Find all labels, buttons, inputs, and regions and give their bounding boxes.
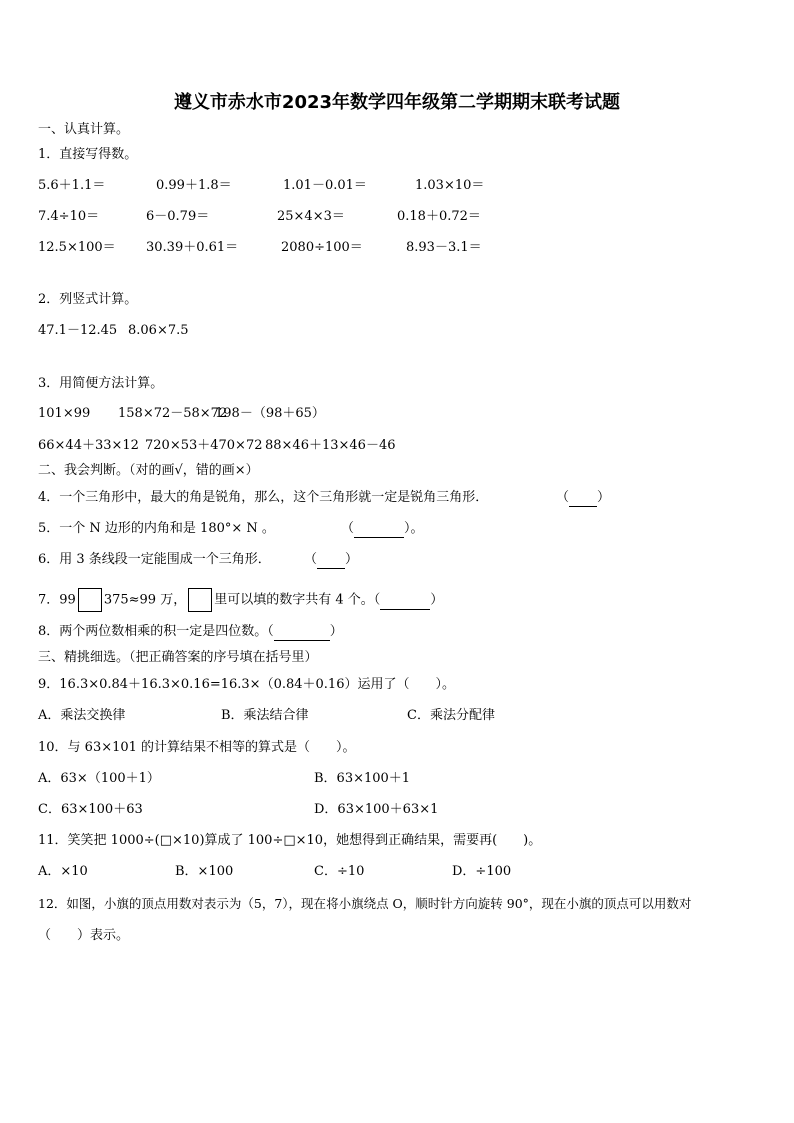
q7-part3: 里可以填的数字共有 4 个。 <box>214 592 374 608</box>
page-title: 遵义市赤水市2023年数学四年级第二学期期末联考试题 <box>173 92 621 113</box>
q4-answer <box>556 490 610 507</box>
section2-heading: 二、我会判断。（对的画√，错的画×） <box>38 463 259 478</box>
q1-item: 0.99＋1.8＝ <box>156 178 232 193</box>
q1-label: 1．直接写得数。 <box>38 147 138 162</box>
q3-label: 3．用简便方法计算。 <box>38 376 164 391</box>
q12-line2: （ ）表示。 <box>38 928 130 943</box>
q1-item: 0.18＋0.72＝ <box>397 209 481 224</box>
paren-close: ） <box>345 552 359 567</box>
q1-item: 6－0.79＝ <box>146 209 210 224</box>
paren-open: （ <box>267 624 274 639</box>
section1-heading: 一、认真计算。 <box>38 122 130 137</box>
answer-blank[interactable] <box>274 624 330 641</box>
q1-item: 1.03×10＝ <box>415 178 485 193</box>
paren-open: （ <box>341 521 355 536</box>
q1-item: 30.39＋0.61＝ <box>146 240 239 255</box>
q1-item: 5.6＋1.1＝ <box>38 178 106 193</box>
q10-text: 10．与 63×101 的计算结果不相等的算式是（ ）。 <box>38 740 356 755</box>
q1-item: 25×4×3＝ <box>277 209 345 224</box>
q6-text: 6．用 3 条线段一定能围成一个三角形． <box>38 552 271 567</box>
answer-blank[interactable] <box>354 521 404 538</box>
paren-open: （ <box>556 490 570 505</box>
q2-label: 2．列竖式计算。 <box>38 292 138 307</box>
q3-item: 66×44＋33×12 <box>38 438 139 453</box>
answer-blank[interactable] <box>317 552 345 569</box>
q11-option-d[interactable]: D．÷100 <box>452 864 512 879</box>
q7-part1: 7．99 <box>38 592 76 608</box>
q3-item: 88×46＋13×46－46 <box>265 438 396 453</box>
answer-blank[interactable] <box>569 490 597 507</box>
paren-close: ） <box>329 624 343 639</box>
q11-option-c[interactable]: C．÷10 <box>314 864 365 879</box>
q5-text: 5．一个 N 边形的内角和是 180°× N 。 <box>38 521 275 536</box>
q9-option-a[interactable]: A．乘法交换律 <box>38 708 126 723</box>
q3-item: 720×53＋470×72 <box>145 438 263 453</box>
q11-text: 11．笑笑把 1000÷(□×10)算成了 100÷□×10，她想得到正确结果，需要再( )。 <box>38 833 542 848</box>
q9-option-b[interactable]: B．乘法结合律 <box>221 708 309 723</box>
q10-option-b[interactable]: B．63×100＋1 <box>314 771 411 786</box>
digit-box[interactable] <box>188 588 212 612</box>
q12-line1: 12．如图，小旗的顶点用数对表示为（5，7），现在将小旗绕点 O，顺时针方向旋转 90°，现在小旗的顶点可以用数对 <box>38 896 692 911</box>
paren-close: ）。 <box>404 521 424 536</box>
q8-text: 8．两个两位数相乘的积一定是四位数。 <box>38 624 268 639</box>
q1-item: 8.93－3.1＝ <box>406 240 482 255</box>
q9-option-c[interactable]: C．乘法分配律 <box>407 708 495 723</box>
q5-answer <box>341 521 424 538</box>
q1-item: 12.5×100＝ <box>38 240 116 255</box>
q1-item: 7.4÷10＝ <box>38 209 100 224</box>
paren-close: ） <box>430 592 444 608</box>
q8-line <box>38 624 343 641</box>
q2-item: 47.1－12.45 <box>38 323 118 338</box>
q7-part2: 375≈99 万， <box>103 592 187 608</box>
q3-item: 198－（98＋65） <box>215 406 325 421</box>
q3-item: 101×99 <box>38 406 91 421</box>
q7-line <box>38 588 443 612</box>
q4-text: 4．一个三角形中，最大的角是锐角，那么，这个三角形就一定是锐角三角形． <box>38 490 489 505</box>
q9-text: 9．16.3×0.84＋16.3×0.16=16.3×（0.84＋0.16）运用了（ ）。 <box>38 677 455 692</box>
paren-open: （ <box>373 592 381 608</box>
q1-item: 1.01－0.01＝ <box>283 178 367 193</box>
paren-open: （ <box>304 552 318 567</box>
q11-option-a[interactable]: A．×10 <box>38 864 88 879</box>
q2-item: 8.06×7.5 <box>128 323 189 338</box>
q1-item: 2080÷100＝ <box>281 240 363 255</box>
q10-option-c[interactable]: C．63×100＋63 <box>38 802 143 817</box>
digit-box[interactable] <box>78 588 102 612</box>
paren-close: ） <box>597 490 611 505</box>
answer-blank[interactable] <box>380 593 430 610</box>
q11-option-b[interactable]: B．×100 <box>175 864 234 879</box>
q10-option-d[interactable]: D．63×100＋63×1 <box>314 802 439 817</box>
q6-answer <box>304 552 358 569</box>
q3-item: 158×72－58×72 <box>118 406 228 421</box>
q10-option-a[interactable]: A．63×（100＋1） <box>38 771 160 786</box>
section3-heading: 三、精挑细选。（把正确答案的序号填在括号里） <box>38 650 318 665</box>
